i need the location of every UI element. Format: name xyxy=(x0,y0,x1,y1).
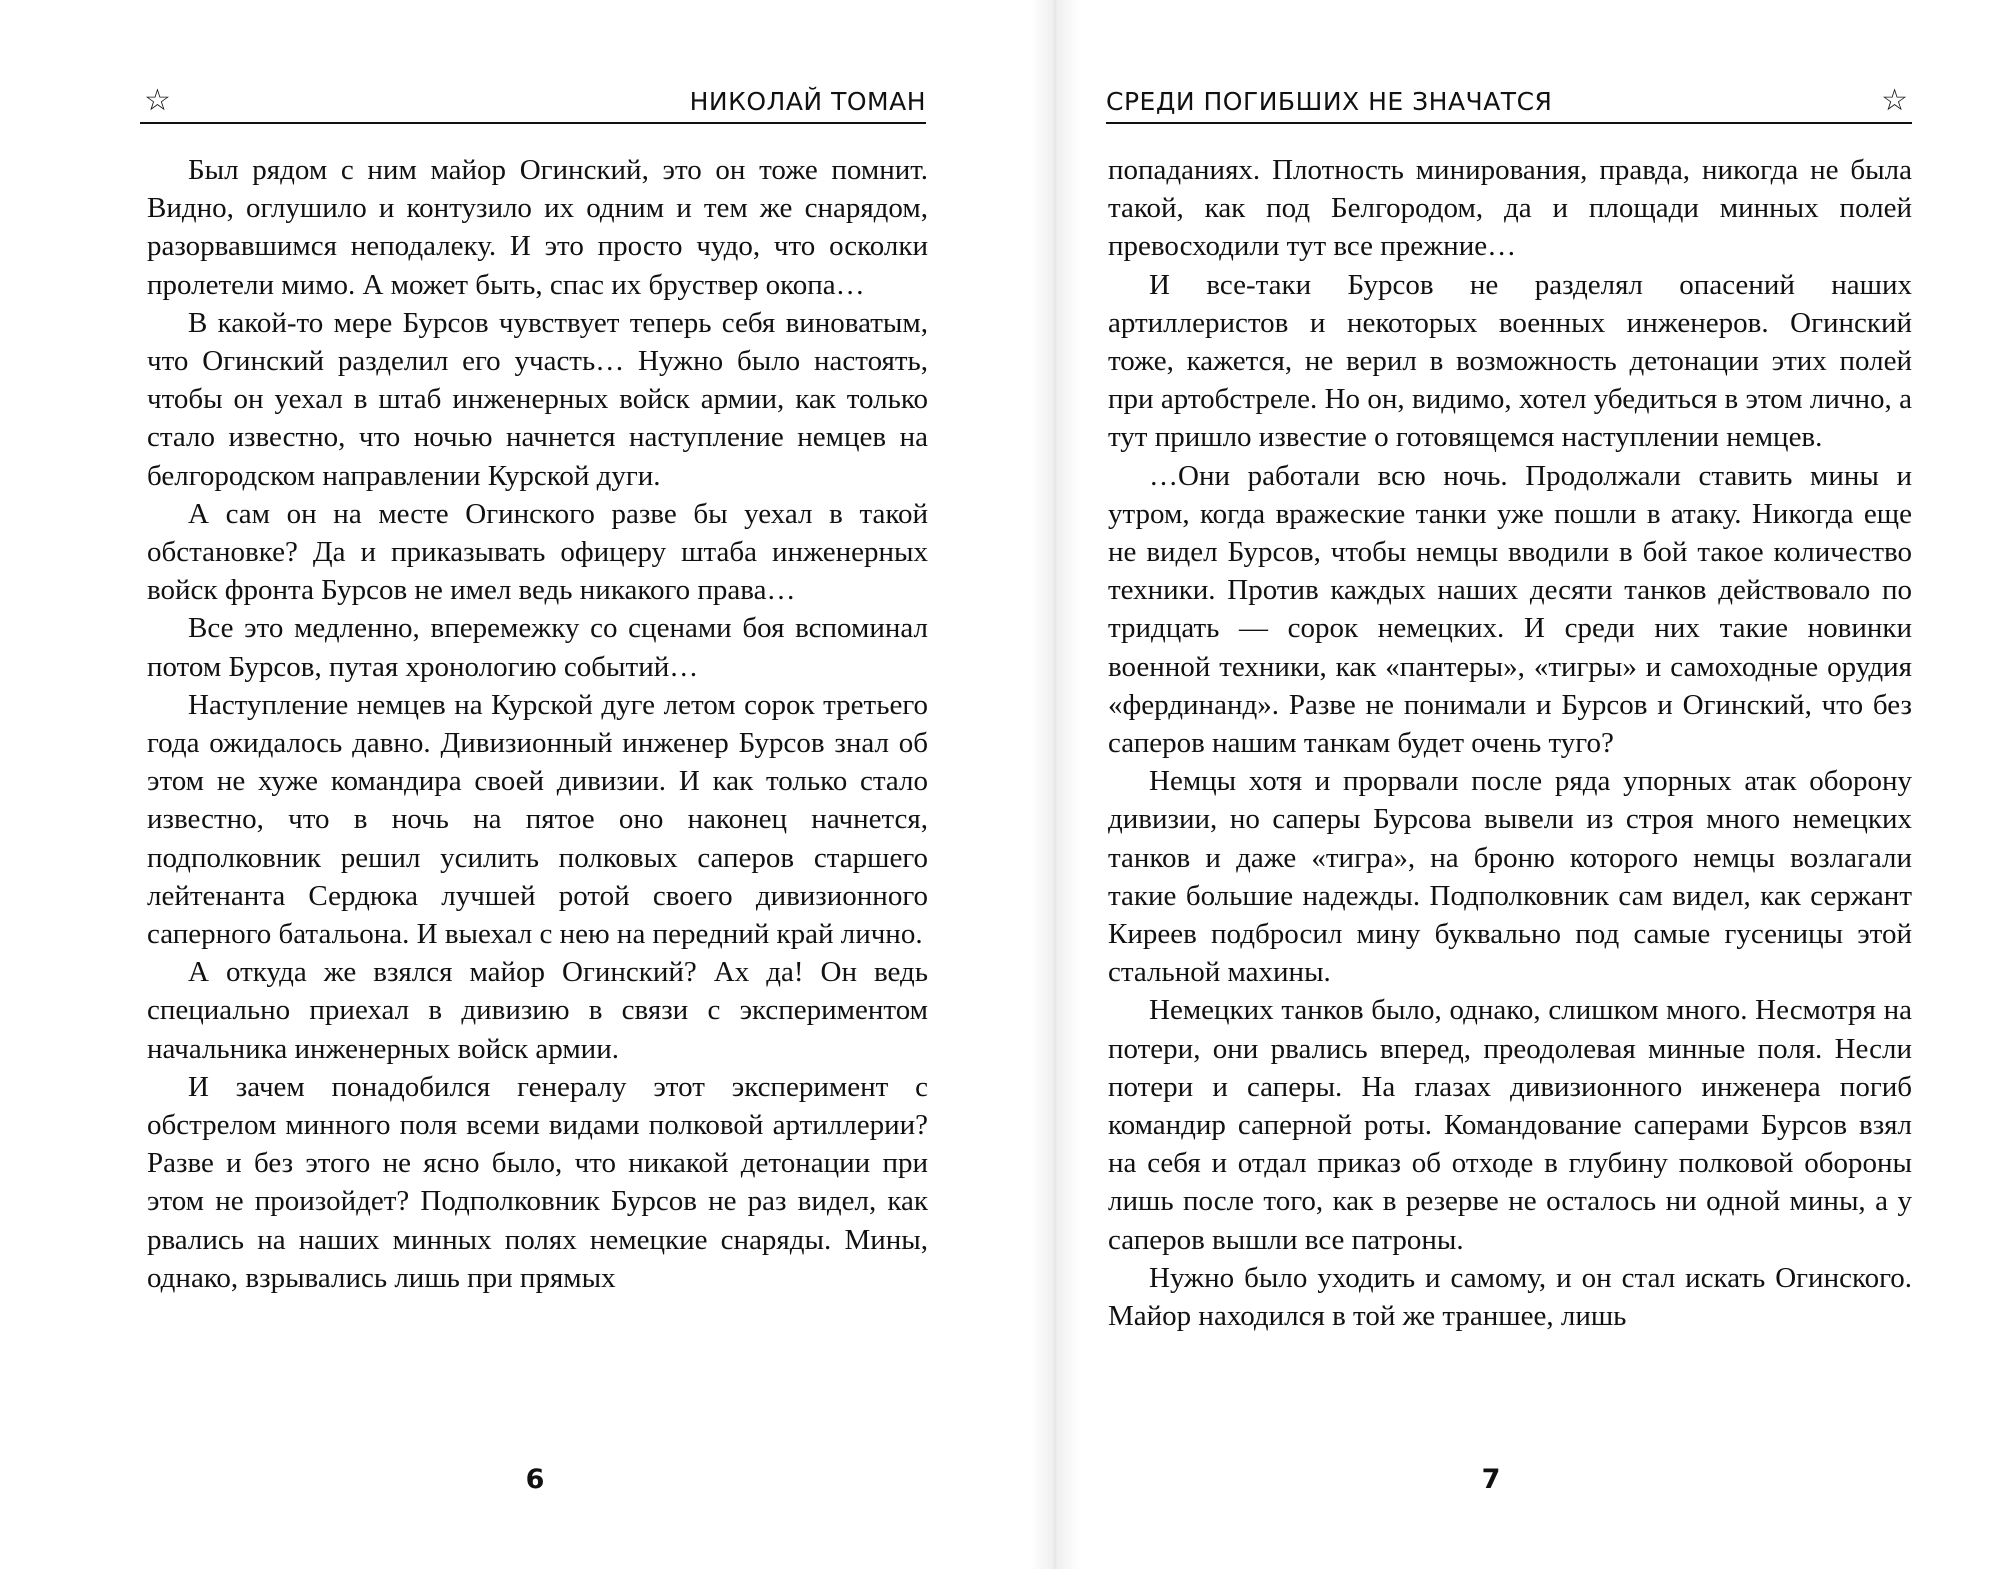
paragraph-continuation: попаданиях. Плотность минирования, правда, никогда не была такой, как под Белгородом, да и площади минных полей превосходили тут все прежние… xyxy=(1108,154,1912,263)
right-page xyxy=(1080,0,1992,1569)
paragraph: Нужно было уходить и самому, и он стал искать Огинского. Майор находился в той же траншее, лишь xyxy=(1108,1261,1912,1333)
running-header xyxy=(1106,70,1912,124)
paragraph: Немцы хотя и прорвали после ряда упорных атак оборону дивизии, но саперы Бурсова вывели из строя много немецких танков и даже «тигра», на броню которого немцы возлагали такие большие надежды. Подполковник сам видел, как сержант Киреев подбросил мину буквально под самые гусеницы этой стальной махины. xyxy=(1108,765,1912,989)
paragraph: Все это медленно, вперемежку со сценами боя вспоминал потом Бурсов, путая хронологию событий… xyxy=(147,612,928,683)
page-text xyxy=(1108,151,1912,1335)
book-gutter xyxy=(1030,0,1080,1569)
paragraph: Был рядом с ним майор Огинский, это он тоже помнит. Видно, оглушило и контузило их одним и тем же снарядом, разорвавшимся неподалеку. И это просто чудо, что осколки пролетели мимо. А может быть, спас их бруствер окопа… xyxy=(147,154,928,301)
page-text xyxy=(147,151,928,1297)
page-number: 6 xyxy=(525,1464,545,1495)
paragraph: И все-таки Бурсов не разделял опасений наших артиллеристов и некоторых военных инженеров. Огинский тоже, кажется, не верил в возможность детонации этих полей при артобстреле. Но он, видимо, хотел убедиться в этом лично, а тут пришло известие о готовящемся наступлении немцев. xyxy=(1108,268,1912,454)
star-icon: ☆ xyxy=(144,83,171,118)
paragraph: И зачем понадобился генералу этот эксперимент с обстрелом минного поля всеми видами полковой артиллерии? Разве и без этого не ясно было, что никакой детонации при этом не произойдет? Подполковник Бурсов не раз видел, как рвались на наших минных полях немецкие снаряды. Мины, однако, взрывались лишь при прямых xyxy=(147,1070,928,1294)
paragraph: А откуда же взялся майор Огинский? Ах да! Он ведь специально приехал в дивизию в связи с экспериментом начальника инженерных войск армии. xyxy=(147,956,928,1065)
paragraph: Наступление немцев на Курской дуге летом сорок третьего года ожидалось давно. Дивизионный инженер Бурсов знал об этом не хуже командира своей дивизии. И как только стало известно, что в ночь на пятое оно наконец начнется, подполковник решил усилить полковых саперов старшего лейтенанта Сердюка лучшей ротой своего дивизионного саперного батальона. И выехал с нею на передний край лично. xyxy=(147,688,928,951)
paragraph: Немецких танков было, однако, слишком много. Несмотря на потери, они рвались вперед, преодолевая минные поля. Несли потери и саперы. На глазах дивизионного инженера погиб командир саперной роты. Командование саперами Бурсов взял на себя и отдал приказ об отходе в глубину полковой обороны лишь после того, как в резерве не осталось ни одной мины, а у саперов вышли все патроны. xyxy=(1108,994,1912,1256)
page-number: 7 xyxy=(1481,1464,1501,1495)
author-title: НИКОЛАЙ ТОМАН xyxy=(689,87,926,116)
paragraph: В какой-то мере Бурсов чувствует теперь себя виноватым, что Огинский разделил его участь… Нужно было настоять, чтобы он уехал в штаб инженерных войск армии, как только стало известно, что ночью начнется наступление немцев на белгородском направлении Курской дуги. xyxy=(147,306,928,492)
book-title: СРЕДИ ПОГИБШИХ НЕ ЗНАЧАТСЯ xyxy=(1106,87,1553,116)
running-header xyxy=(140,70,926,124)
star-icon: ☆ xyxy=(1881,83,1908,118)
paragraph: …Они работали всю ночь. Продолжали ставить мины и утром, когда вражеские танки уже пошли в атаку. Никогда еще не видел Бурсов, чтобы немцы вводили в бой такое количество техники. Против каждых наших десяти танков действовало по тридцать — сорок немецких. И среди них такие новинки военной техники, как «пантеры», «тигры» и самоходные орудия «фердинанд». Разве не понимали и Бурсов и Огинский, что без саперов нашим танкам будет очень туго? xyxy=(1108,459,1912,760)
paragraph: А сам он на месте Огинского разве бы уехал в такой обстановке? Да и приказывать офицеру штаба инженерных войск фронта Бурсов не имел ведь никакого права… xyxy=(147,497,928,607)
